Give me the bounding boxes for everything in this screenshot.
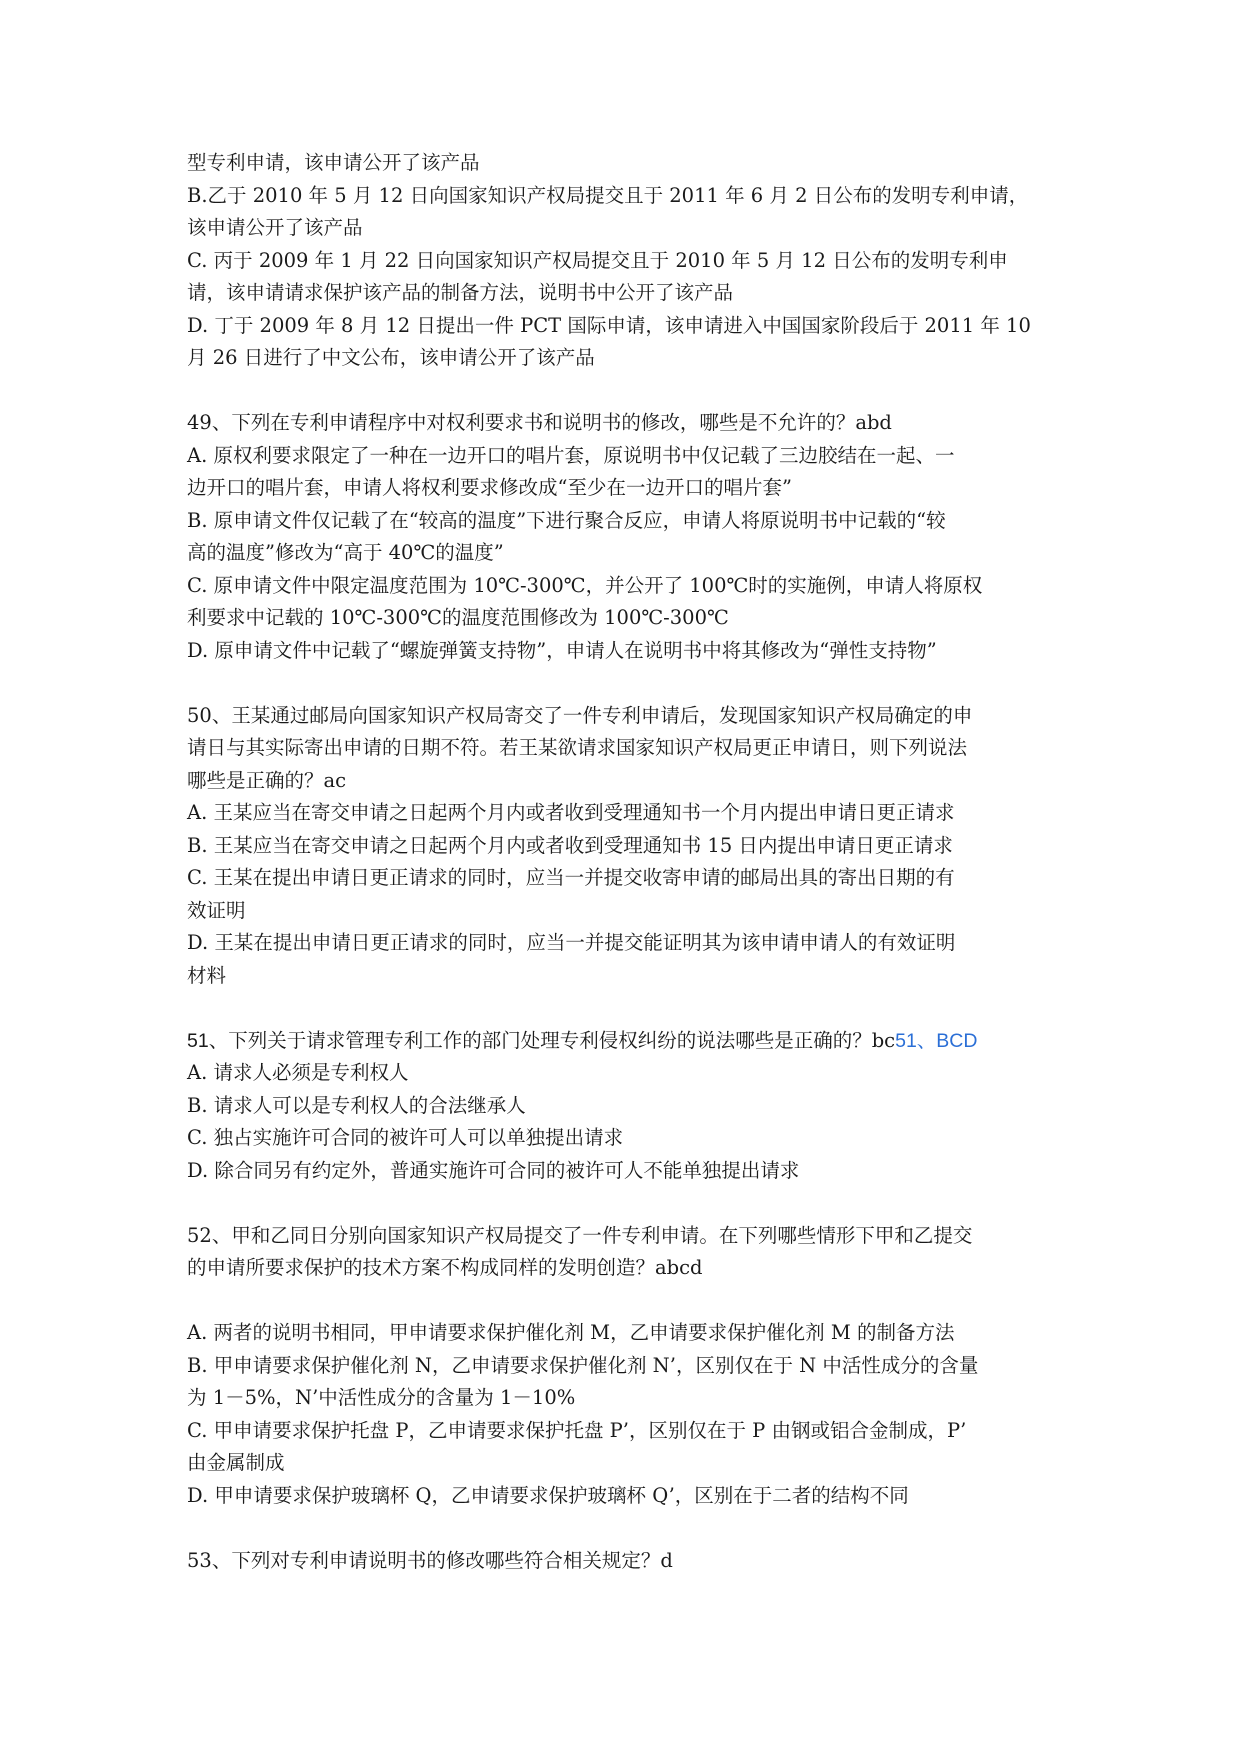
option-b: B. 甲申请要求保护催化剂 N，乙申请要求保护催化剂 N’，区别仅在于 N 中活性成分的含量 (187, 1353, 979, 1377)
question-49 (187, 407, 1067, 667)
option-d: D. 王某在提出申请日更正请求的同时，应当一并提交能证明其为该申请申请人的有效证明 (187, 931, 956, 954)
text-line: 哪些是正确的？ac (187, 768, 347, 792)
question-stem: 53、下列对专利申请说明书的修改哪些符合相关规定？d (187, 1548, 673, 1572)
option-a: A. 王某应当在寄交申请之日起两个月内或者收到受理通知书一个月内提出申请日更正请求 (187, 801, 955, 824)
text-line: 利要求中记载的 10℃-300℃的温度范围修改为 100℃-300℃ (187, 606, 729, 629)
option-a: A. 请求人必须是专利权人 (187, 1061, 409, 1084)
option-b: B. 请求人可以是专利权人的合法继承人 (187, 1093, 526, 1117)
option-b: B. 原申请文件仅记载了在“较高的温度”下进行聚合反应，申请人将原说明书中记载的“较 (187, 508, 946, 532)
question-52 (187, 1220, 1067, 1513)
text-line: 由金属制成 (187, 1451, 285, 1474)
text-line: 月 26 日进行了中文公布，该申请公开了该产品 (187, 346, 595, 369)
option-d: D. 除合同另有约定外，普通实施许可合同的被许可人不能单独提出请求 (187, 1158, 800, 1182)
option-c: C. 丙于 2009 年 1 月 22 日向国家知识产权局提交且于 2010 年 5 月 12 日公布的发明专利申 (187, 248, 1008, 272)
spacer (187, 375, 1067, 408)
question-stem: 52、甲和乙同日分别向国家知识产权局提交了一件专利申请。在下列哪些情形下甲和乙提交 (187, 1223, 973, 1247)
question-text: 、下列关于请求管理专利工作的部门处理专利侵权纠纷的说法哪些是正确的？bc (208, 1028, 896, 1052)
spacer (187, 1187, 1067, 1220)
question-48-continuation (187, 147, 1067, 375)
text-line: 的申请所要求保护的技术方案不构成同样的发明创造？abcd (187, 1256, 703, 1279)
spacer (187, 992, 1067, 1025)
text-line: 高的温度”修改为“高于 40℃的温度” (187, 541, 504, 564)
text-line: 型专利申请，该申请公开了该产品 (187, 151, 480, 174)
option-d: D. 甲申请要求保护玻璃杯 Q，乙申请要求保护玻璃杯 Q’，区别在于二者的结构不同 (187, 1483, 909, 1507)
option-b: B.乙于 2010 年 5 月 12 日向国家知识产权局提交且于 2011 年 6 月 2 日公布的发明专利申请， (187, 183, 1029, 207)
option-d: D. 丁于 2009 年 8 月 12 日提出一件 PCT 国际申请，该申请进入中国国家阶段后于 2011 年 10 (187, 313, 1031, 337)
text-line: 请日与其实际寄出申请的日期不符。若王某欲请求国家知识产权局更正申请日，则下列说法 (187, 736, 968, 759)
question-53 (187, 1545, 1067, 1578)
spacer (187, 1285, 1067, 1318)
text-line: 请，该申请请求保护该产品的制备方法，说明书中公开了该产品 (187, 281, 734, 304)
page-content (187, 147, 1067, 1577)
option-c: C. 甲申请要求保护托盘 P，乙申请要求保护托盘 P’，区别仅在于 P 由钢或铝合金制成，P’ (187, 1418, 967, 1442)
option-a: A. 两者的说明书相同，甲申请要求保护催化剂 M，乙申请要求保护催化剂 M 的制备方法 (187, 1321, 955, 1344)
question-50 (187, 700, 1067, 993)
option-c: C. 原申请文件中限定温度范围为 10℃-300℃，并公开了 100℃时的实施例，申请人将原权 (187, 573, 983, 597)
text-line: 为 1－5%，N’中活性成分的含量为 1－10% (187, 1386, 576, 1409)
text-line: 效证明 (187, 898, 246, 922)
option-a: A. 原权利要求限定了一种在一边开口的唱片套，原说明书中仅记载了三边胶结在一起、一 (187, 443, 955, 467)
option-c: C. 王某在提出申请日更正请求的同时，应当一并提交收寄申请的邮局出具的寄出日期的有 (187, 866, 955, 889)
text-line: 材料 (187, 963, 227, 987)
answer-annotation: 51、BCD (895, 1029, 978, 1052)
option-b: B. 王某应当在寄交申请之日起两个月内或者收到受理通知书 15 日内提出申请日更正请求 (187, 833, 953, 857)
option-d: D. 原申请文件中记载了“螺旋弹簧支持物”，申请人在说明书中将其修改为“弹性支持物” (187, 638, 937, 662)
question-stem (187, 1025, 1067, 1058)
option-c: C. 独占实施许可合同的被许可人可以单独提出请求 (187, 1126, 624, 1149)
spacer (187, 667, 1067, 700)
question-stem: 49、下列在专利申请程序中对权利要求书和说明书的修改，哪些是不允许的？abd (187, 411, 892, 434)
spacer (187, 1512, 1067, 1545)
text-line: 该申请公开了该产品 (187, 216, 363, 239)
question-number: 51 (187, 1029, 209, 1052)
question-51 (187, 1025, 1067, 1188)
question-stem: 50、王某通过邮局向国家知识产权局寄交了一件专利申请后，发现国家知识产权局确定的申 (187, 703, 973, 727)
text-line: 边开口的唱片套，申请人将权利要求修改成“至少在一边开口的唱片套” (187, 476, 792, 499)
